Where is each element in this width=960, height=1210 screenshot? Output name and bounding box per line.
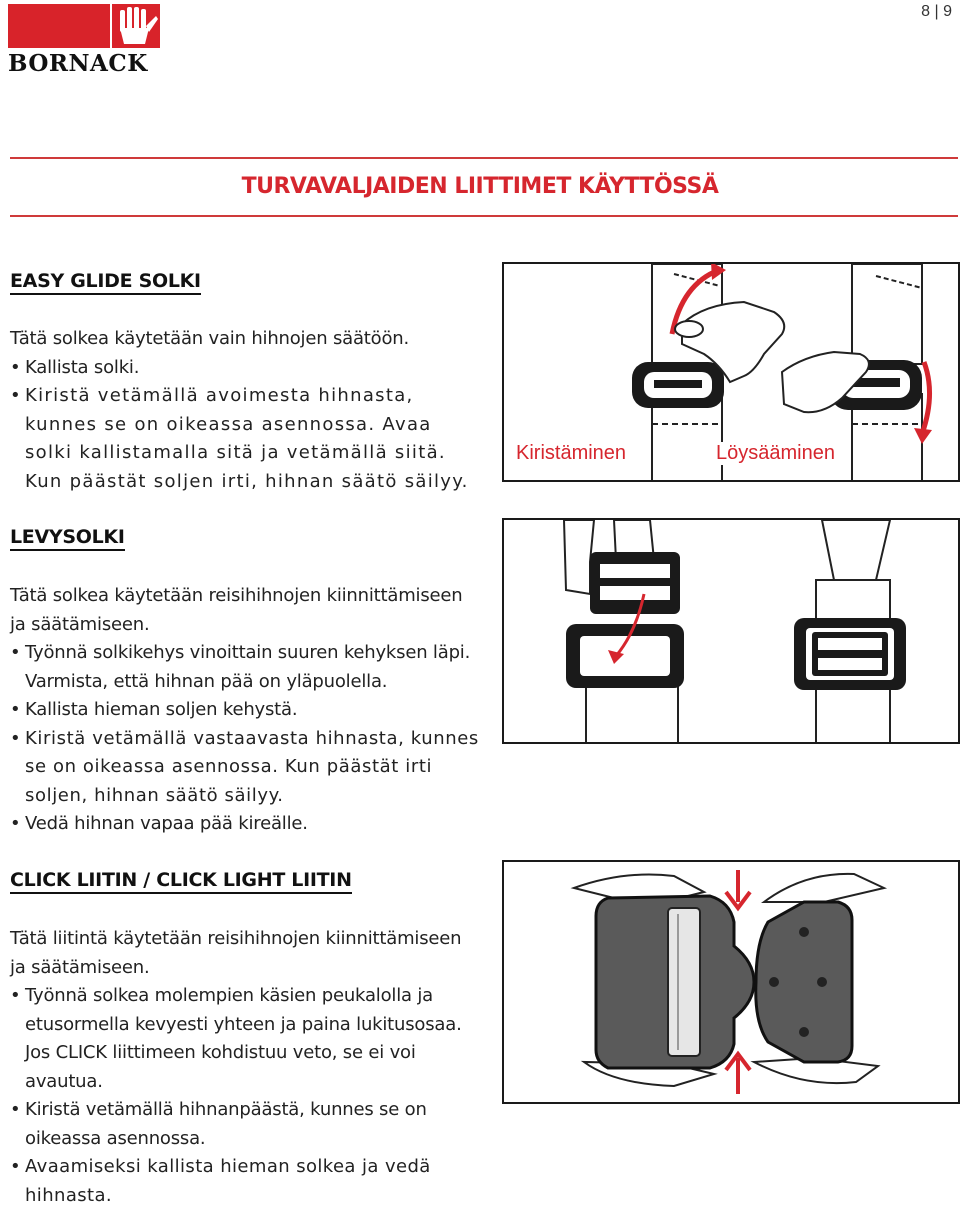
brand-logo xyxy=(8,4,160,77)
list-item: • Työnnä solkikehys vinoittain suuren kehyksen läpi. Varmista, että hihnan pää on yläpuolella. xyxy=(10,639,480,696)
bullet-list xyxy=(10,639,480,839)
title-rule-bottom xyxy=(10,215,958,217)
plate-buckle-illustration xyxy=(504,520,958,742)
list-item: • Työnnä solkea molempien käsien peukalolla ja etusormella kevyesti yhteen ja paina lukitusosaa. Jos CLICK liittimeen kohdistuu veto, se ei voi avautua. xyxy=(10,982,480,1096)
section-heading-click-connector: CLICK LIITIN / CLICK LIGHT LIITIN xyxy=(10,869,352,894)
list-item: • Kiristä vetämällä vastaavasta hihnasta, kunnes se on oikeassa asennossa. Kun päästät irti soljen, hihnan säätö säilyy. xyxy=(10,725,480,811)
logo-bar xyxy=(8,4,110,48)
section-text-click-connector xyxy=(10,925,480,1210)
figure-label-tightening: Kiristäminen xyxy=(516,442,627,464)
figure-label-loosening: Löysääminen xyxy=(716,442,835,464)
list-item: • Kallista hieman soljen kehystä. xyxy=(10,696,480,725)
bullet-list xyxy=(10,354,480,497)
section-text-plate-buckle xyxy=(10,582,480,839)
list-item: • Vedä hihnan vapaa pää kireälle. xyxy=(10,810,480,839)
section-heading-plate-buckle: LEVYSOLKI xyxy=(10,526,125,551)
section-intro: Tätä solkea käytetään reisihihnojen kiinnittämiseen ja säätämiseen. xyxy=(10,585,463,635)
hand-icon xyxy=(112,4,160,48)
page-title: TURVAVALJAIDEN LIITTIMET KÄYTTÖSSÄ xyxy=(241,174,719,199)
figure-click-connector xyxy=(502,860,960,1104)
figure-easy-glide xyxy=(502,262,960,482)
section-heading-easy-glide: EASY GLIDE SOLKI xyxy=(10,270,201,295)
section-intro: Tätä liitintä käytetään reisihihnojen kiinnittämiseen ja säätämiseen. xyxy=(10,928,462,978)
click-connector-illustration xyxy=(504,862,958,1102)
brand-name: BORNACK xyxy=(8,50,148,77)
page-number: 8 | 9 xyxy=(921,3,952,20)
list-item: • Kiristä vetämällä avoimesta hihnasta, kunnes se on oikeassa asennossa. Avaa solki kallistamalla sitä ja vetämällä siitä. Kun päästät soljen irti, hihnan säätö säilyy. xyxy=(10,382,480,496)
list-item: • Avaamiseksi kallista hieman solkea ja vedä hihnasta. xyxy=(10,1153,480,1210)
section-text-easy-glide xyxy=(10,325,480,496)
list-item: • Kiristä vetämällä hihnanpäästä, kunnes se on oikeassa asennossa. xyxy=(10,1096,480,1153)
section-intro: Tätä solkea käytetään vain hihnojen säätöön. xyxy=(10,328,410,349)
title-rule-top xyxy=(10,157,958,159)
bullet-list xyxy=(10,982,480,1210)
figure-plate-buckle xyxy=(502,518,960,744)
list-item: • Kallista solki. xyxy=(10,354,480,383)
